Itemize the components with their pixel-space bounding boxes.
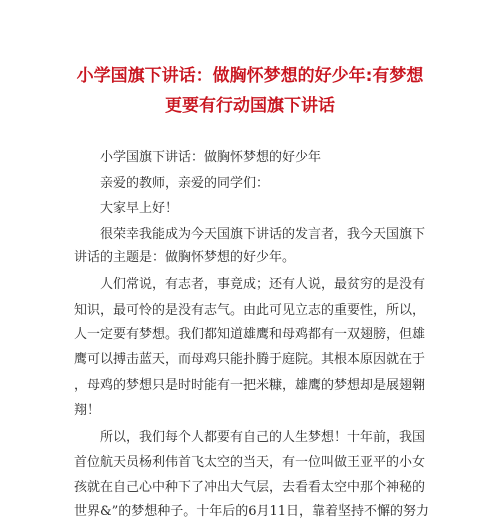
document-title-line-2: 更要有行动国旗下讲话 (165, 96, 335, 116)
body-line: 所以，我们每个人都要有自己的人生梦想！十年前，我国 (100, 430, 426, 445)
document-title-line-1: 小学国旗下讲话：做胸怀梦想的好少年:有梦想 (76, 66, 424, 86)
body-line: 翔！ (74, 403, 101, 418)
body-line: 亲爱的教师，亲爱的同学们： (100, 176, 270, 191)
body-line: 世界&”的梦想种子。十年后的6月11日，靠着坚持不懈的努力 (74, 504, 430, 519)
body-line: 小学国旗下讲话：做胸怀梦想的好少年 (100, 150, 322, 165)
body-line: ，母鸡的梦想只是时时能有一把米糠，雄鹰的梦想却是展翅翱 (74, 378, 426, 393)
body-line: 大家早上好！ (100, 201, 179, 216)
body-line: 鹰可以搏击蓝天，而母鸡只能扑腾于庭院。其根本原因就在于 (74, 352, 426, 367)
body-line: 人一定要有梦想。我们都知道雄鹰和母鸡都有一双翅膀，但雄 (74, 327, 426, 342)
body-line: 很荣幸我能成为今天国旗下讲话的发言者，我今天国旗下 (100, 227, 426, 242)
body-line: 人们常说，有志者，事竟成；还有人说，最贫穷的是没有 (100, 277, 426, 292)
body-line: 首位航天员杨利伟首飞太空的当天，有一位叫做王亚平的小女 (74, 455, 426, 470)
body-line: 知识，最可怜的是没有志气。由此可见立志的重要性，所以， (74, 303, 426, 318)
body-line: 孩就在自己心中种下了冲出大气层，去看看太空中那个神秘的 (74, 480, 426, 495)
body-line: 讲话的主题是：做胸怀梦想的好少年。 (74, 250, 296, 265)
